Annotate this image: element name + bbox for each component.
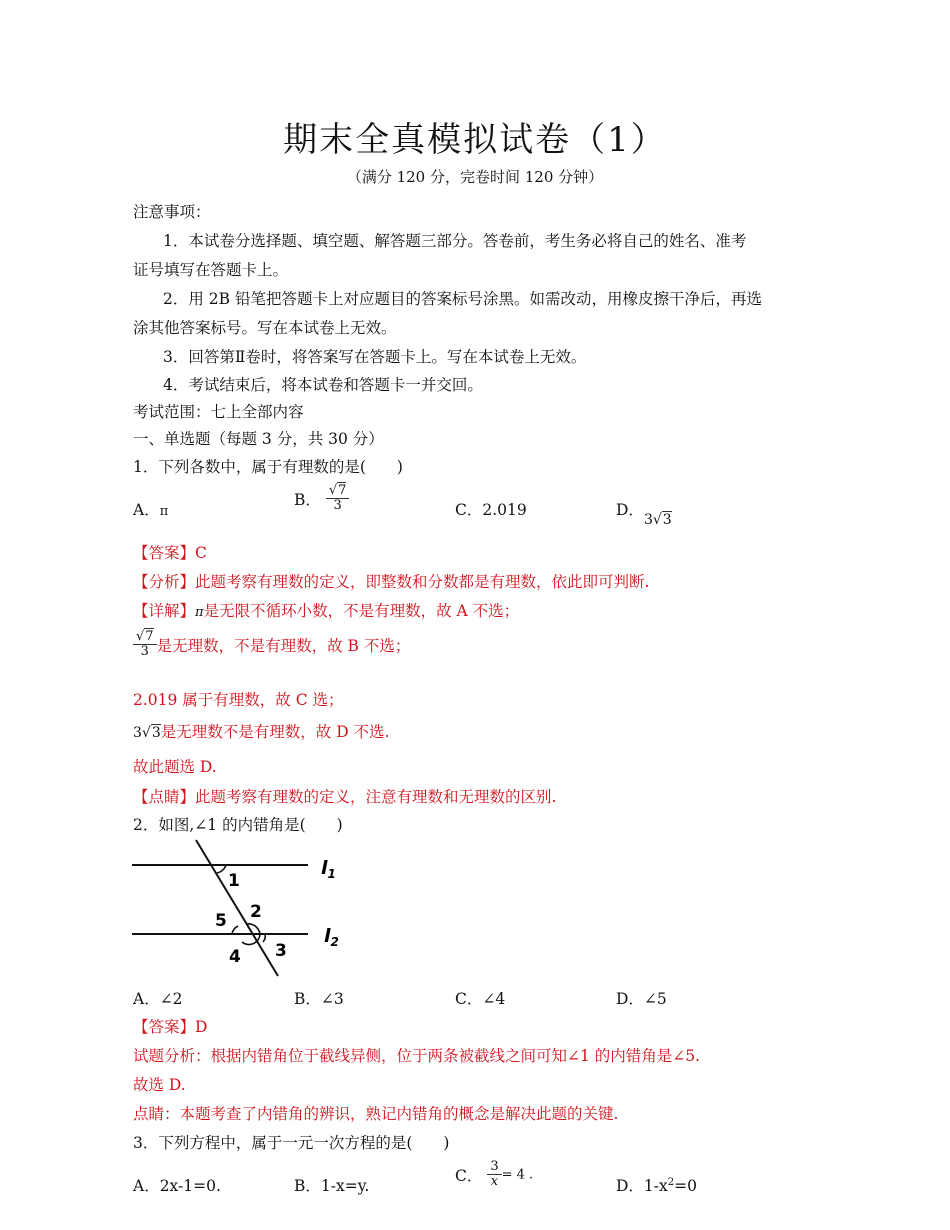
fraction-denominator: x (490, 1174, 499, 1190)
page-title: 期末全真模拟试卷（1） (283, 120, 667, 160)
q2-option-a: A．∠2 (133, 990, 183, 1008)
q1-comment (133, 785, 556, 807)
q2-option-b: B．∠3 (294, 990, 344, 1008)
note-item: 涂其他答案标号。写在本试卷上无效。 (133, 319, 397, 337)
line-l2-label (324, 925, 339, 949)
line-name: l (321, 857, 328, 879)
fraction (487, 1160, 501, 1190)
section-heading: 一、单选题（每题 3 分，共 30 分） (133, 430, 384, 448)
page-subtitle: （满分 120 分，完卷时间 120 分钟） (346, 168, 604, 186)
tag: 【详解】 (133, 602, 196, 620)
q1-detail-line (133, 599, 519, 621)
q2-answer: 【答案】D (133, 1018, 208, 1036)
detail-text: 是无理数，不是有理数，故 B 不选； (156, 636, 411, 655)
angle-1-arc (217, 865, 226, 873)
q3-option-a: A．2x-1=0. (133, 1177, 221, 1195)
line-name: l (324, 925, 331, 947)
q1-detail-line: 2.019 属于有理数，故 C 选； (133, 691, 344, 709)
q2-comment: 点睛：本题考查了内错角的辨识，熟记内错角的概念是解决此题的关键. (133, 1105, 619, 1123)
tag: 【点睛】 (133, 788, 196, 806)
analysis-text: 此题考察有理数的定义，即整数和分数都是有理数，依此即可判断. (195, 573, 650, 591)
angle-4-label: 4 (229, 947, 241, 967)
fraction-numerator: 3 (487, 1160, 501, 1175)
line-subscript: 2 (330, 935, 339, 949)
fraction (133, 630, 157, 660)
comment-text: 此题考察有理数的定义，注意有理数和无理数的区别. (195, 788, 557, 806)
option-value: 2.019 (482, 501, 527, 519)
detail-text: 是无理数不是有理数，故 D 不选. (160, 723, 390, 741)
q2-option-c: C．∠4 (455, 990, 506, 1008)
q1-answer: 【答案】C (133, 544, 207, 562)
question-1-stem: 1．下列各数中，属于有理数的是( ) (133, 458, 403, 476)
option-text: =0 (674, 1177, 698, 1195)
angle-3-label: 3 (275, 941, 287, 961)
angle-1-label: 1 (228, 871, 240, 891)
q3-option-c (455, 1160, 533, 1190)
q1-conclusion: 故此题选 D. (133, 758, 217, 776)
question-2-stem: 2．如图,∠1 的内错角是( ) (133, 816, 343, 834)
q1-option-b (294, 484, 349, 514)
option-rest: = 4 . (501, 1167, 534, 1183)
exam-scope: 考试范围：七上全部内容 (133, 403, 304, 421)
q1-detail-line (133, 630, 410, 660)
angle-2-label: 2 (250, 902, 262, 922)
q1-option-d: D．3√3 (616, 501, 672, 528)
line-l1-label (321, 857, 336, 881)
q3-option-d (616, 1174, 697, 1196)
coefficient: 3 (643, 512, 653, 528)
parallel-lines-figure (128, 838, 358, 978)
q2-option-d: D．∠5 (616, 990, 667, 1008)
q1-analysis (133, 570, 649, 592)
option-label: D． (616, 501, 644, 519)
q2-analysis: 试题分析：根据内错角位于截线异侧，位于两条被截线之间可知∠1 的内错角是∠5. (133, 1047, 701, 1065)
note-item: 证号填写在答题卡上。 (133, 261, 289, 279)
math-expression: 3√3 (133, 725, 161, 741)
radicand: 3 (151, 725, 161, 741)
fraction-numerator: √7 (133, 630, 157, 645)
q2-conclusion: 故选 D. (133, 1076, 186, 1094)
radicand: 3 (662, 512, 672, 528)
angle-3-arc (263, 934, 265, 942)
q3-option-b: B．1-x=y. (294, 1177, 370, 1195)
detail-text: 是无限不循环小数，不是有理数，故 A 不选； (203, 602, 520, 620)
question-3-stem: 3．下列方程中，属于一元一次方程的是( ) (133, 1134, 450, 1152)
fraction-denominator: 3 (140, 644, 149, 660)
q1-option-c (455, 498, 527, 520)
option-label: C． (455, 1166, 483, 1185)
fraction (326, 484, 350, 514)
fraction-denominator: 3 (333, 498, 342, 514)
tag: 【分析】 (133, 573, 196, 591)
option-label: C． (455, 501, 483, 519)
note-item: 1．本试卷分选择题、填空题、解答题三部分。答卷前，考生务必将自己的姓名、准考 (163, 232, 747, 250)
option-label: B． (294, 490, 321, 509)
pi-symbol: π (195, 605, 204, 620)
q1-option-a (133, 498, 168, 520)
radicand: 7 (338, 483, 347, 498)
radicand: 7 (145, 629, 154, 644)
superscript: 2 (667, 1176, 675, 1188)
line-subscript: 1 (327, 867, 336, 881)
angle-5-label: 5 (215, 911, 227, 931)
notes-heading: 注意事项： (133, 203, 211, 221)
note-item: 2．用 2B 铅笔把答题卡上对应题目的答案标号涂黑。如需改动，用橡皮擦干净后，再选 (163, 290, 762, 308)
note-item: 3．回答第Ⅱ卷时，将答案写在答题卡上。写在本试卷上无效。 (163, 348, 587, 366)
q1-detail-line (133, 720, 389, 742)
note-item: 4．考试结束后，将本试卷和答题卡一并交回。 (163, 376, 483, 394)
fraction-numerator: √7 (326, 484, 350, 499)
coefficient: 3 (133, 725, 142, 741)
option-text: D．1-x (616, 1177, 668, 1195)
option-value: π (159, 504, 169, 519)
angle-5-arc (232, 926, 238, 934)
option-label: A． (133, 501, 160, 519)
